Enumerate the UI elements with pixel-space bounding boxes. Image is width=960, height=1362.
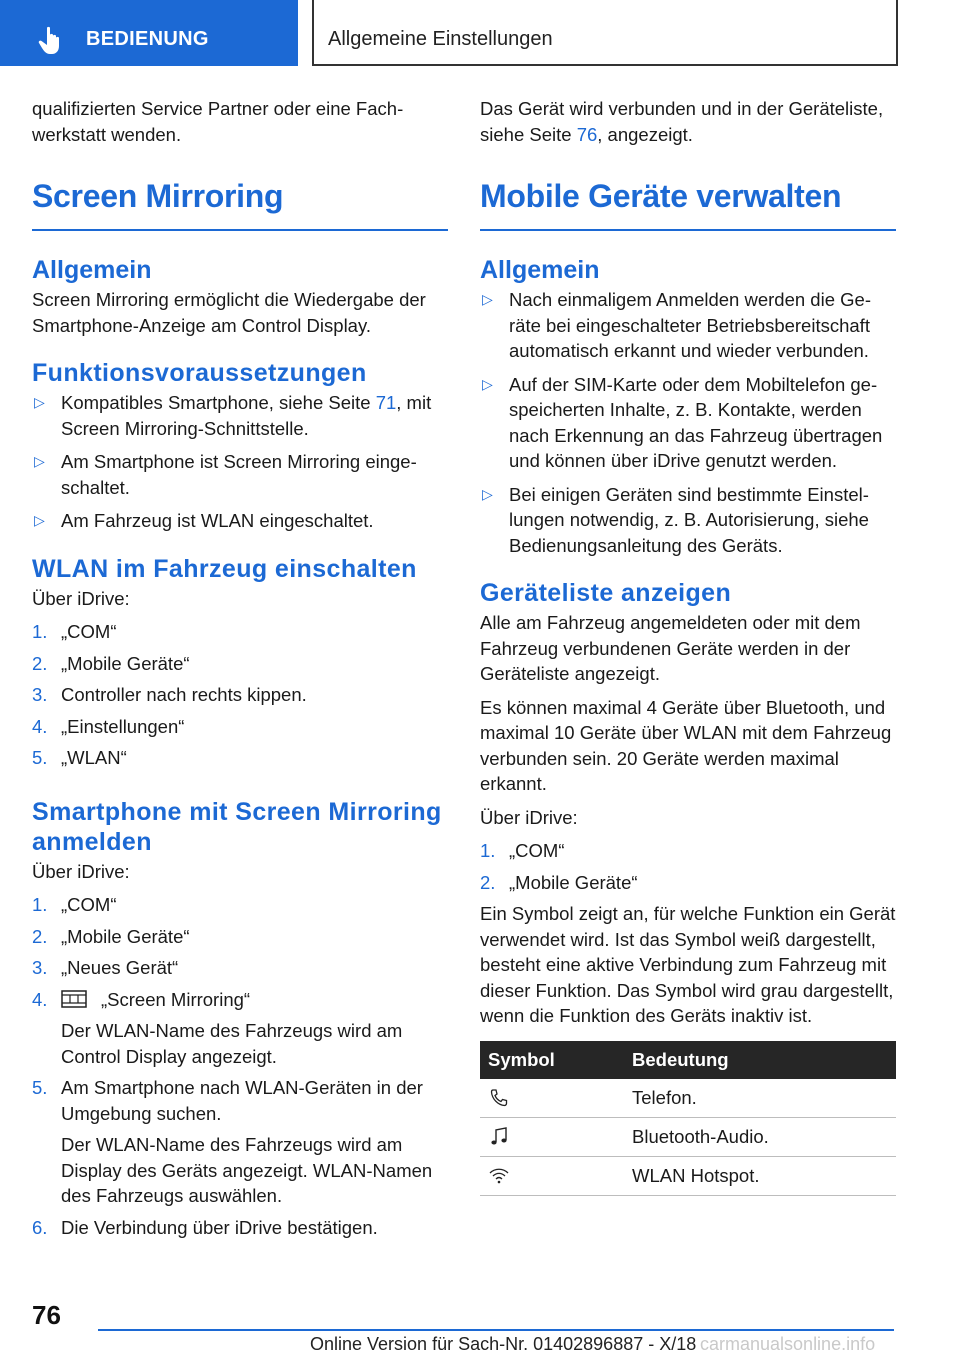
list-item: 2. „Mobile Geräte“	[480, 871, 638, 893]
chapter-tab[interactable]	[0, 0, 298, 66]
list-item: ▷ Auf der SIM-Karte oder dem Mobiltelefon gespeicherten Inhalte, z. B. Kontakte, werden nach Erkennung an das Fahrzeug übertragen und können über iDrive genutzt werden.	[482, 373, 883, 471]
triangle-bullet-icon: ▷	[34, 453, 45, 469]
list-item: 2. „Mobile Geräte“	[32, 925, 190, 947]
list-item: ▷ Bei einigen Geräten sind bestimmte Einstellungen notwendig, z. B. Autorisierung, siehe Bedienungsanleitung des Geräts.	[482, 483, 869, 556]
list-item: 6. Die Verbindung über iDrive bestätigen.	[32, 1216, 378, 1238]
heading-screen-mirroring: Screen Mirroring	[32, 177, 448, 231]
allgemein-text: Screen Mirroring ermöglicht die Wiedergabe der Smartphone-Anzeige am Control Display.	[32, 289, 426, 336]
table-row: WLAN Hotspot.	[480, 1156, 896, 1195]
heading-mobile-geraete: Mobile Geräte verwalten	[480, 177, 896, 231]
watermark-text: carmanualsonline.info	[700, 1334, 876, 1354]
footer-text: Online Version für Sach-Nr. 01402896887 - X/18	[310, 1334, 697, 1354]
page-number: 76	[32, 1300, 61, 1330]
list-item: ▷ Am Smartphone ist Screen Mirroring eingeschaltet.	[34, 451, 417, 498]
page-link[interactable]: 76	[576, 123, 598, 145]
intro-text: qualifizierten Service Partner oder eine Fachwerkstatt wenden.	[32, 98, 404, 145]
page-link[interactable]: 71	[375, 392, 397, 413]
section-tab	[312, 0, 898, 66]
phone-icon	[488, 1087, 510, 1109]
column-header-bedeutung: Bedeutung	[624, 1041, 896, 1079]
list-item: 2. „Mobile Geräte“	[32, 652, 190, 674]
footer-divider	[98, 1329, 894, 1331]
list-item: 1. „COM“	[480, 840, 565, 861]
triangle-bullet-icon: ▷	[482, 291, 493, 307]
heading-allgemein: Allgemein	[32, 256, 152, 284]
list-item: 3. Controller nach rechts kippen.	[32, 684, 307, 705]
steps-list	[480, 838, 896, 895]
table-row: Telefon.	[480, 1079, 896, 1118]
list-item: ▷ Nach einmaligem Anmelden werden die Geräte bei eingeschalteter Betriebsbereitschaft automatisch erkannt und wieder verbunden.	[482, 289, 871, 361]
list-item: 3. „Neues Gerät“	[32, 957, 179, 978]
list-item: 4. „Screen Mirroring“ Der WLAN-Name des Fahrzeugs wird am Control Display angezeigt.	[32, 988, 403, 1067]
triangle-bullet-icon: ▷	[34, 512, 45, 528]
right-column	[480, 96, 896, 1196]
section-label: Allgemeine Einstellungen	[328, 28, 553, 50]
allgemein-bullets	[480, 287, 896, 558]
wifi-icon	[488, 1165, 510, 1187]
heading-geraeteliste: Geräteliste anzeigen	[480, 579, 732, 607]
table-row: Bluetooth-Audio.	[480, 1117, 896, 1156]
table-header-row	[480, 1041, 896, 1079]
paragraph: Ein Symbol zeigt an, für welche Funktion ein Gerät verwendet wird. Ist das Symbol weiß dargestellt, besteht eine aktive Verbindung zum Fahrzeug mit dieser Funktion. Das Symbol wird grau dargestellt, wenn die Funktion des Geräts inaktiv ist.	[480, 903, 896, 1026]
triangle-bullet-icon: ▷	[34, 394, 45, 410]
heading-wlan-einschalten: WLAN im Fahrzeug einschalten	[32, 554, 417, 583]
column-header-symbol: Symbol	[480, 1041, 624, 1079]
list-item: ▷ Am Fahrzeug ist WLAN eingeschaltet.	[32, 508, 448, 534]
heading-funktionsvoraussetzungen: Funktionsvoraussetzungen	[32, 359, 367, 387]
intro-text: Das Gerät wird verbunden und in der Geräteliste, siehe Seite 76, angezeigt.	[480, 98, 884, 145]
symbol-table	[480, 1041, 896, 1196]
list-item: ▷ Kompatibles Smartphone, siehe Seite 71, mit Screen Mirroring-Schnittstelle.	[34, 392, 432, 439]
ueber-idrive-label: Über iDrive:	[32, 587, 130, 609]
list-item: 5. Am Smartphone nach WLAN-Geräten in der Umgebung suchen. Der WLAN-Name des Fahrzeugs wird am Display des Geräts angezeigt. WLAN-Namen des Fahrzeugs auswählen.	[32, 1077, 433, 1206]
wlan-steps-list	[32, 619, 448, 771]
list-item: 1. „COM“	[32, 621, 117, 642]
list-item: 4. „Einstellungen“	[32, 715, 185, 737]
paragraph: Alle am Fahrzeug angemeldeten oder mit dem Fahrzeug verbundenen Geräte werden in der Geräteliste angezeigt.	[480, 612, 861, 684]
hand-pointer-icon	[38, 26, 66, 56]
ueber-idrive-label: Über iDrive:	[32, 860, 130, 882]
list-item: 5. „WLAN“	[32, 747, 127, 768]
ueber-idrive-label: Über iDrive:	[480, 806, 578, 828]
chapter-label: BEDIENUNG	[86, 28, 209, 50]
screen-mirroring-icon	[61, 990, 87, 1008]
left-column	[32, 96, 448, 1246]
heading-allgemein: Allgemein	[480, 256, 600, 284]
triangle-bullet-icon: ▷	[482, 375, 493, 392]
music-note-icon	[488, 1126, 510, 1148]
heading-smartphone-anmelden: Smartphone mit Screen Mirroring anmelden	[32, 797, 442, 856]
page-header	[0, 0, 960, 68]
list-item: 1. „COM“	[32, 894, 117, 915]
paragraph: Es können maximal 4 Geräte über Bluetooth, und maximal 10 Geräte über WLAN mit dem Fahrzeug verbunden sein. 20 Geräte werden maximal erkannt.	[480, 696, 892, 794]
triangle-bullet-icon: ▷	[482, 485, 493, 502]
